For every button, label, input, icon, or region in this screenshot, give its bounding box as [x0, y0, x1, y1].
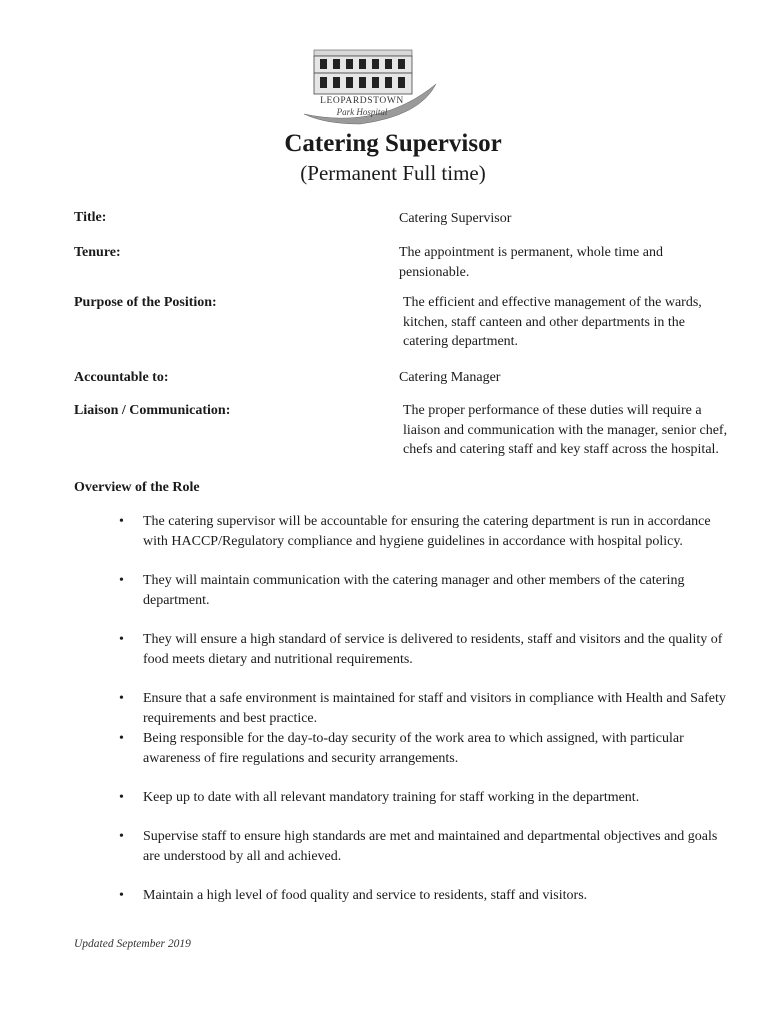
purpose-value: The efficient and effective management of the wards, kitchen, staff canteen and other departments in the catering department.: [403, 295, 702, 349]
bullet-icon: •: [119, 731, 124, 746]
bullet-icon: •: [119, 829, 124, 844]
bullet-icon: •: [119, 790, 124, 805]
page-title: Catering Supervisor: [284, 130, 502, 157]
list-item-text: They will ensure a high standard of service is delivered to residents, staff and visitors and the quality of food meets dietary and nutritional requirements.: [143, 632, 723, 667]
accountable-label: Accountable to:: [74, 370, 169, 385]
overview-list: [115, 512, 735, 906]
list-item: [115, 512, 735, 552]
bullet-icon: •: [119, 514, 124, 529]
accountable-value: Catering Manager: [399, 370, 501, 385]
list-item: [115, 827, 735, 867]
list-item-text: Ensure that a safe environment is maintained for staff and visitors in compliance with Health and Safety requirements and best practice.: [143, 691, 726, 726]
logo-line1: LEOPARDSTOWN: [320, 96, 404, 106]
list-item-text: Supervise staff to ensure high standards are met and maintained and departmental objectives and goals are understood by all and achieved.: [143, 829, 718, 864]
updated-date: Updated September 2019: [74, 938, 191, 950]
list-item-text: They will maintain communication with the catering manager and other members of the catering department.: [143, 573, 685, 608]
list-item: [115, 571, 735, 611]
list-item: [115, 788, 735, 808]
overview-heading: Overview of the Role: [74, 480, 200, 495]
list-item-text: Maintain a high level of food quality and service to residents, staff and visitors.: [143, 888, 588, 903]
tenure-value: The appointment is permanent, whole time and pensionable.: [399, 245, 663, 280]
list-item: [115, 630, 735, 670]
hospital-building-icon: [300, 44, 440, 130]
liaison-value: The proper performance of these duties will require a liaison and communication with the manager, senior chef, chefs and catering staff and key staff across the hospital.: [403, 403, 728, 457]
page-subtitle: (Permanent Full time): [300, 161, 486, 185]
bullet-icon: •: [119, 888, 124, 903]
bullet-icon: •: [119, 691, 124, 706]
list-item-text: Keep up to date with all relevant mandatory training for staff working in the department.: [143, 790, 640, 805]
tenure-label: Tenure:: [74, 245, 121, 260]
list-item-text: Being responsible for the day-to-day security of the work area to which assigned, with particular awareness of fire regulations and security arrangements.: [143, 731, 684, 766]
list-item: [115, 689, 735, 729]
title-value: Catering Supervisor: [399, 211, 512, 226]
purpose-label: Purpose of the Position:: [74, 295, 217, 310]
bullet-icon: •: [119, 573, 124, 588]
list-item: [115, 729, 735, 769]
bullet-icon: •: [119, 632, 124, 647]
logo-line2: Park Hospital: [336, 107, 388, 117]
title-label: Title:: [74, 210, 107, 225]
liaison-label: Liaison / Communication:: [74, 403, 231, 418]
list-item: [115, 886, 735, 906]
list-item-text: The catering supervisor will be accountable for ensuring the catering department is run in accordance with HACCP/Regulatory compliance and hygiene guidelines in accordance with hospital policy.: [143, 514, 711, 549]
